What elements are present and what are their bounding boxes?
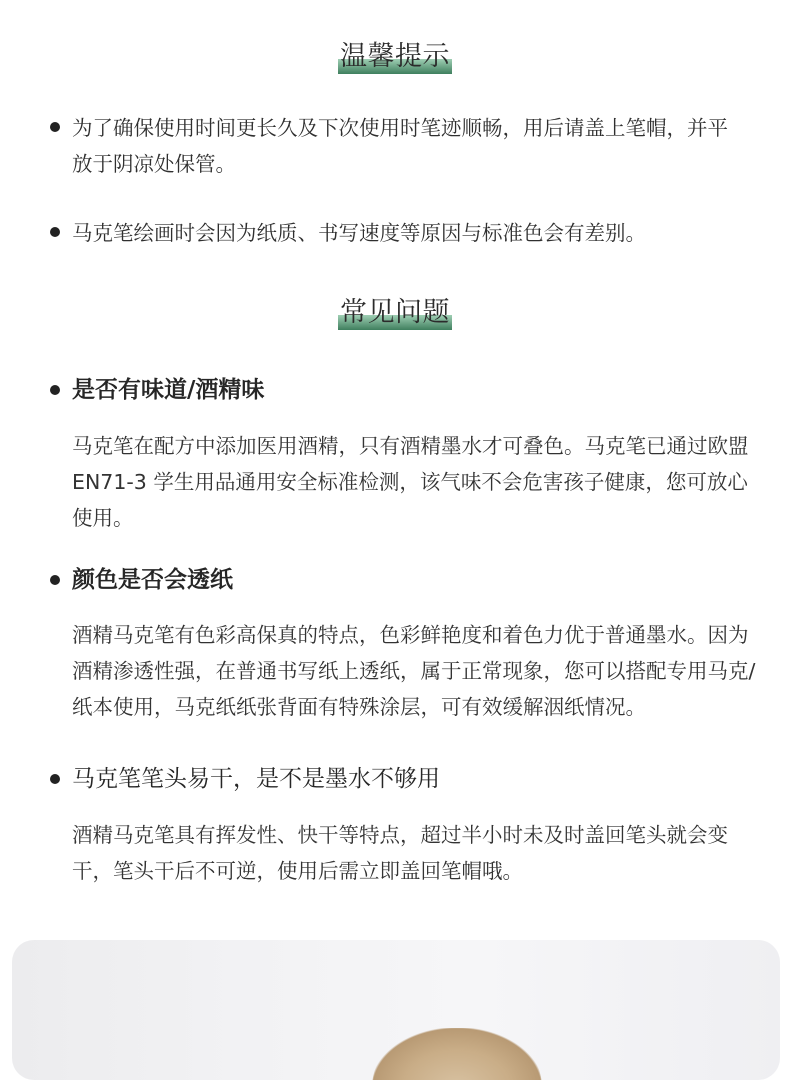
faq-question-2-text: 颜色是否会透纸 (72, 567, 233, 593)
model-hair-image (372, 1028, 542, 1080)
faq-question-2 (50, 565, 750, 597)
bullet-icon (50, 774, 60, 784)
bullet-icon (50, 122, 60, 132)
bullet-icon (50, 385, 60, 395)
faq-question-3-text: 马克笔笔头易干，是不是墨水不够用 (72, 766, 440, 792)
tips-heading (0, 40, 790, 74)
tip-text-2: 马克笔绘画时会因为纸质、书写速度等原因与标准色会有差别。 (72, 221, 646, 245)
tips-heading-text: 温馨提示 (340, 41, 450, 72)
bullet-icon (50, 227, 60, 237)
faq-heading (0, 296, 790, 330)
bullet-icon (50, 575, 60, 585)
product-photo-card (12, 940, 780, 1080)
faq-question-3 (50, 764, 750, 796)
faq-question-1 (50, 375, 750, 407)
faq-question-1-text: 是否有味道/酒精味 (72, 377, 265, 403)
faq-heading-text: 常见问题 (340, 297, 450, 328)
tip-text-1: 为了确保使用时间更长久及下次使用时笔迹顺畅，用后请盖上笔帽，并平放于阴凉处保管。 (72, 116, 728, 176)
tip-item-2 (50, 215, 750, 255)
faq-answer-1: 马克笔在配方中添加医用酒精，只有酒精墨水才可叠色。马克笔已通过欧盟EN71-3 学生用品通用安全标准检测，该气味不会危害孩子健康，您可放心使用。 (72, 434, 749, 530)
faq-answer-3: 酒精马克笔具有挥发性、快干等特点，超过半小时未及时盖回笔头就会变干，笔头干后不可逆，使用后需立即盖回笔帽哦。 (72, 823, 728, 883)
faq-answer-2: 酒精马克笔有色彩高保真的特点，色彩鲜艳度和着色力优于普通墨水。因为酒精渗透性强，在普通书写纸上透纸，属于正常现象，您可以搭配专用马克/纸本使用，马克纸纸张背面有特殊涂层，可有效缓解洇纸情况。 (72, 623, 756, 719)
tip-item-1 (50, 110, 750, 186)
